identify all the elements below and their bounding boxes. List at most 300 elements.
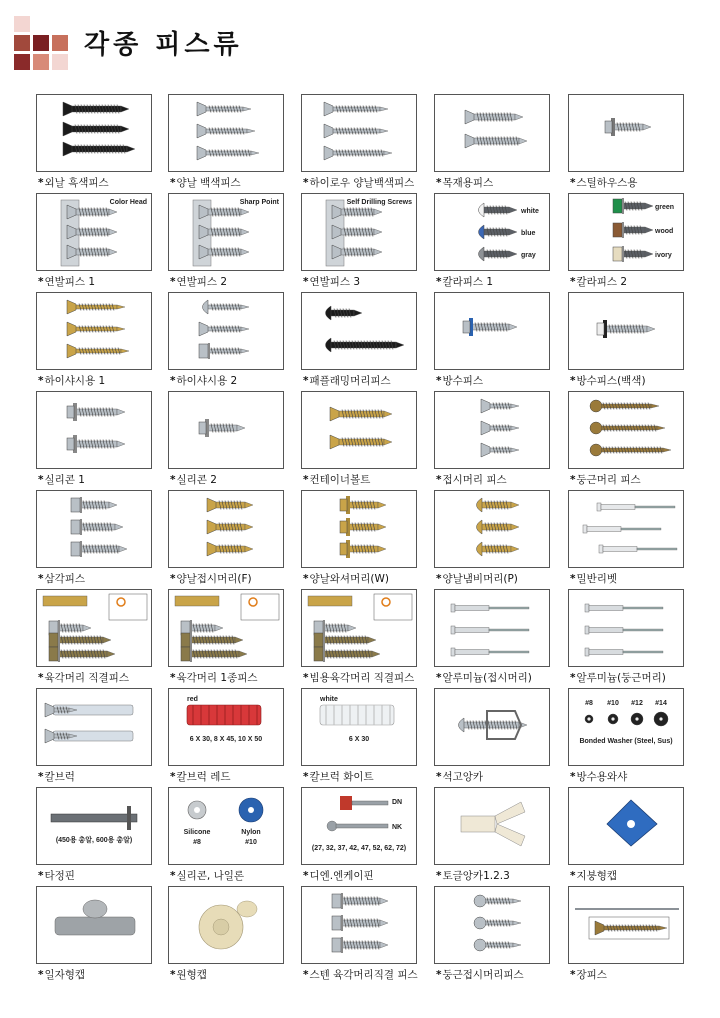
svg-text:Self Drilling Screws: Self Drilling Screws [346, 199, 412, 206]
product-caption [570, 274, 700, 289]
product-card [168, 292, 286, 388]
product-card [168, 490, 286, 586]
svg-text:Nylon: Nylon [241, 829, 261, 836]
waterproof-screw-white-icon [569, 293, 683, 369]
product-card [168, 886, 286, 982]
svg-text:(450용 총알, 600용 총알): (450용 총알, 600용 총알) [55, 837, 133, 844]
product-card [568, 292, 686, 388]
product-name: 칼라피스 1 [442, 276, 494, 288]
asterisk-bullet: * [570, 276, 576, 288]
logo-tile [14, 35, 30, 51]
svg-text:6 X 30: 6 X 30 [348, 736, 370, 743]
product-name: 목재용피스 [442, 177, 494, 189]
asterisk-bullet: * [303, 375, 309, 387]
product-photo [301, 490, 417, 568]
dn-nk-pin-icon [302, 788, 416, 864]
product-caption [570, 868, 700, 883]
product-photo [568, 391, 684, 469]
product-caption [570, 769, 700, 784]
product-caption [38, 868, 168, 883]
product-card [36, 787, 154, 883]
product-card [301, 589, 419, 685]
product-name: 칼라피스 2 [576, 276, 628, 288]
svg-text:DN: DN [392, 799, 403, 806]
svg-text:Bonded Washer (Steel, Sus): Bonded Washer (Steel, Sus) [579, 738, 673, 745]
product-card [36, 94, 154, 190]
container-bolt-icon [302, 392, 416, 468]
product-photo [568, 589, 684, 667]
product-name: 육각머리 직결피스 [44, 672, 129, 684]
product-photo [301, 787, 417, 865]
product-card [36, 490, 154, 586]
product-card [434, 94, 552, 190]
long-screw-icon [569, 887, 683, 963]
svg-text:green: green [655, 204, 675, 211]
product-card [168, 688, 286, 784]
product-card [568, 589, 686, 685]
asterisk-bullet: * [303, 870, 309, 882]
product-caption [170, 274, 300, 289]
product-caption [38, 967, 168, 982]
flat-head-screw-icon [435, 392, 549, 468]
product-card [301, 391, 419, 487]
asterisk-bullet: * [170, 969, 176, 981]
product-name: 육각머리 1종피스 [176, 672, 258, 684]
asterisk-bullet: * [436, 474, 442, 486]
aluminum-rivet-flat-icon [435, 590, 549, 666]
product-caption [436, 175, 566, 190]
svg-text:(27, 32, 37, 42, 47, 52, 62, 7: (27, 32, 37, 42, 47, 52, 62, 72) [311, 845, 407, 852]
svg-text:ivory: ivory [655, 252, 672, 259]
product-photo [301, 589, 417, 667]
solid-rivet-icon [569, 491, 683, 567]
product-caption [38, 571, 168, 586]
svg-text:Color Head: Color Head [109, 199, 147, 206]
svg-text:#14: #14 [655, 700, 667, 707]
product-photo [36, 490, 152, 568]
asterisk-bullet: * [303, 969, 309, 981]
product-card [301, 292, 419, 388]
asterisk-bullet: * [436, 177, 442, 189]
product-photo [301, 94, 417, 172]
product-caption [570, 571, 700, 586]
product-card [568, 94, 686, 190]
asterisk-bullet: * [38, 672, 44, 684]
asterisk-bullet: * [38, 177, 44, 189]
product-card [434, 589, 552, 685]
product-caption [170, 472, 300, 487]
white-twinthread-screw-icon [169, 95, 283, 171]
product-caption [303, 571, 433, 586]
logo-tile [33, 35, 49, 51]
product-name: 스틸하우스용 [576, 177, 638, 189]
product-caption [303, 274, 433, 289]
product-name: 알루미늄(둥근머리) [576, 672, 666, 684]
product-caption [303, 670, 433, 685]
hex-direct-screw-icon [37, 590, 151, 666]
product-caption [38, 670, 168, 685]
product-name: 지붕형캡 [576, 870, 618, 882]
product-photo [568, 490, 684, 568]
stainless-hex-screw-icon [302, 887, 416, 963]
waterproof-screw-icon [435, 293, 549, 369]
svg-text:blue: blue [521, 230, 536, 237]
product-name: 스텐 육각머리직결 피스 [309, 969, 418, 981]
product-photo [36, 94, 152, 172]
product-caption [436, 868, 566, 883]
logo-tile [52, 35, 68, 51]
product-name: 토글앙카1.2.3 [442, 870, 510, 882]
red-plug-icon [169, 689, 283, 765]
product-photo [168, 391, 284, 469]
product-name: 하이샤시용 2 [176, 375, 238, 387]
product-name: 하이샤시용 1 [44, 375, 106, 387]
asterisk-bullet: * [38, 573, 44, 585]
asterisk-bullet: * [436, 375, 442, 387]
product-photo [36, 193, 152, 271]
asterisk-bullet: * [436, 771, 442, 783]
product-photo [434, 94, 550, 172]
product-card [301, 787, 419, 883]
product-name: 원형캡 [176, 969, 207, 981]
sash-screw-zinc-icon [169, 293, 283, 369]
product-caption [170, 373, 300, 388]
product-card [168, 94, 286, 190]
asterisk-bullet: * [38, 276, 44, 288]
product-card [568, 193, 686, 289]
asterisk-bullet: * [38, 375, 44, 387]
product-name: 일자형캡 [44, 969, 86, 981]
svg-text:#8: #8 [585, 700, 593, 707]
product-name: 방수피스(백색) [576, 375, 646, 387]
product-card [568, 490, 686, 586]
product-name: 양날와셔머리(W) [309, 573, 389, 585]
asterisk-bullet: * [570, 969, 576, 981]
white-plug-icon [302, 689, 416, 765]
sash-screw-gold-icon [37, 293, 151, 369]
silicone-nylon-washer-icon [169, 788, 283, 864]
gypsum-anchor-icon [435, 689, 549, 765]
asterisk-bullet: * [436, 969, 442, 981]
product-card [168, 193, 286, 289]
product-card [36, 589, 154, 685]
asterisk-bullet: * [303, 573, 309, 585]
product-caption [570, 670, 700, 685]
asterisk-bullet: * [436, 276, 442, 288]
aluminum-rivet-round-icon [569, 590, 683, 666]
color-screw-icon [435, 194, 549, 270]
black-drywall-screw-icon [37, 95, 151, 171]
asterisk-bullet: * [170, 573, 176, 585]
beam-hex-screw-icon [302, 590, 416, 666]
bonded-washer-icon [569, 689, 683, 765]
asterisk-bullet: * [303, 672, 309, 684]
product-name: 밀반리벳 [576, 573, 618, 585]
product-caption [170, 868, 300, 883]
wing-pan-head-icon [435, 491, 549, 567]
asterisk-bullet: * [38, 474, 44, 486]
product-card [36, 193, 154, 289]
asterisk-bullet: * [38, 771, 44, 783]
product-caption [436, 769, 566, 784]
asterisk-bullet: * [570, 771, 576, 783]
pan-framing-screw-icon [302, 293, 416, 369]
triangle-screw-icon [37, 491, 151, 567]
asterisk-bullet: * [570, 474, 576, 486]
product-photo [568, 787, 684, 865]
asterisk-bullet: * [170, 177, 176, 189]
flat-cap-icon [37, 887, 151, 963]
product-card [434, 886, 552, 982]
product-card [568, 688, 686, 784]
product-card [168, 391, 286, 487]
product-photo [301, 292, 417, 370]
logo-mosaic [14, 16, 68, 70]
product-card [434, 787, 552, 883]
product-card [301, 490, 419, 586]
toggle-anchor-icon [435, 788, 549, 864]
product-photo [434, 886, 550, 964]
product-caption [303, 373, 433, 388]
product-caption [38, 769, 168, 784]
product-card [301, 886, 419, 982]
product-card [36, 886, 154, 982]
product-photo [36, 391, 152, 469]
product-photo [568, 886, 684, 964]
svg-text:gray: gray [521, 252, 536, 259]
product-caption [570, 472, 700, 487]
product-photo [168, 490, 284, 568]
product-name: 연발피스 1 [44, 276, 96, 288]
asterisk-bullet: * [170, 474, 176, 486]
product-name: 하이로우 양날백색피스 [309, 177, 415, 189]
product-name: 패플래밍머리피스 [309, 375, 391, 387]
roof-cap-icon [569, 788, 683, 864]
product-photo [168, 589, 284, 667]
product-photo [434, 787, 550, 865]
silicone-screw-single-icon [169, 392, 283, 468]
asterisk-bullet: * [570, 870, 576, 882]
product-card [434, 193, 552, 289]
svg-text:#10: #10 [607, 700, 619, 707]
logo-tile [14, 54, 30, 70]
product-name: 알루미늄(접시머리) [442, 672, 532, 684]
wall-plug-icon [37, 689, 151, 765]
product-name: 연발피스 2 [176, 276, 228, 288]
product-photo [36, 292, 152, 370]
asterisk-bullet: * [436, 870, 442, 882]
product-name: 삼각피스 [44, 573, 86, 585]
product-caption [38, 472, 168, 487]
asterisk-bullet: * [170, 870, 176, 882]
logo-tile [14, 16, 30, 32]
product-name: 컨테이너볼트 [309, 474, 371, 486]
product-card [434, 490, 552, 586]
product-caption [303, 967, 433, 982]
product-name: 장피스 [576, 969, 607, 981]
asterisk-bullet: * [303, 276, 309, 288]
round-head-screw-icon [569, 392, 683, 468]
product-caption [303, 472, 433, 487]
product-photo [36, 688, 152, 766]
collated-screw-icon [302, 194, 416, 270]
svg-text:red: red [187, 696, 198, 703]
asterisk-bullet: * [303, 474, 309, 486]
product-caption [436, 571, 566, 586]
svg-text:#8: #8 [193, 839, 201, 846]
product-name: 둥근접시머리피스 [442, 969, 524, 981]
product-caption [38, 274, 168, 289]
product-name: 실리콘 2 [176, 474, 217, 486]
product-name: 외날 흑색피스 [44, 177, 109, 189]
product-photo [568, 94, 684, 172]
product-photo [568, 292, 684, 370]
svg-text:Sharp Point: Sharp Point [239, 199, 279, 206]
product-photo [301, 193, 417, 271]
product-photo [568, 688, 684, 766]
svg-text:white: white [320, 696, 338, 703]
product-name: 양날접시머리(F) [176, 573, 252, 585]
product-name: 칼브럭 화이트 [309, 771, 374, 783]
collated-screw-icon [169, 194, 283, 270]
svg-text:#10: #10 [245, 839, 257, 846]
product-caption [170, 769, 300, 784]
color-screw-icon [569, 194, 683, 270]
product-caption [436, 274, 566, 289]
logo-tile [33, 54, 49, 70]
product-name: 칼브럭 [44, 771, 75, 783]
product-caption [38, 373, 168, 388]
product-photo [434, 688, 550, 766]
product-caption [303, 868, 433, 883]
product-photo [36, 787, 152, 865]
product-photo [168, 688, 284, 766]
product-caption [436, 967, 566, 982]
silicone-screw-icon [37, 392, 151, 468]
product-caption [436, 373, 566, 388]
product-caption [436, 670, 566, 685]
product-caption [436, 472, 566, 487]
wing-washer-head-icon [302, 491, 416, 567]
product-card [434, 391, 552, 487]
product-caption [38, 175, 168, 190]
product-card [301, 688, 419, 784]
product-caption [170, 967, 300, 982]
asterisk-bullet: * [436, 573, 442, 585]
round-cap-icon [169, 887, 283, 963]
product-caption [170, 670, 300, 685]
collated-screw-icon [37, 194, 151, 270]
product-card [568, 391, 686, 487]
product-photo [36, 589, 152, 667]
product-card [36, 391, 154, 487]
asterisk-bullet: * [38, 870, 44, 882]
product-name: 양날 백색피스 [176, 177, 241, 189]
product-caption [170, 571, 300, 586]
product-card [301, 193, 419, 289]
wood-screw-icon [435, 95, 549, 171]
product-name: 타정핀 [44, 870, 75, 882]
product-name: 방수피스 [442, 375, 484, 387]
product-card [568, 787, 686, 883]
product-card [36, 292, 154, 388]
product-name: 방수용와샤 [576, 771, 628, 783]
asterisk-bullet: * [570, 375, 576, 387]
product-photo [168, 787, 284, 865]
product-photo [168, 292, 284, 370]
asterisk-bullet: * [303, 771, 309, 783]
asterisk-bullet: * [436, 672, 442, 684]
product-photo [301, 391, 417, 469]
svg-text:Silicone: Silicone [183, 829, 211, 836]
product-card [168, 787, 286, 883]
svg-text:white: white [521, 208, 539, 215]
product-photo [434, 391, 550, 469]
product-photo [168, 886, 284, 964]
product-photo [434, 292, 550, 370]
product-name: 실리콘, 나일론 [176, 870, 245, 882]
product-name: 빔용육각머리 직결피스 [309, 672, 415, 684]
asterisk-bullet: * [570, 672, 576, 684]
asterisk-bullet: * [570, 573, 576, 585]
svg-text:#12: #12 [631, 700, 643, 707]
product-name: 둥근머리 피스 [576, 474, 641, 486]
product-name: 접시머리 피스 [442, 474, 507, 486]
product-caption [170, 175, 300, 190]
product-card [434, 688, 552, 784]
asterisk-bullet: * [570, 177, 576, 189]
logo-tile [52, 54, 68, 70]
product-photo [168, 94, 284, 172]
hilo-screw-icon [302, 95, 416, 171]
product-photo [36, 886, 152, 964]
asterisk-bullet: * [170, 276, 176, 288]
product-card [301, 94, 419, 190]
steel-house-screw-icon [569, 95, 683, 171]
product-name: 실리콘 1 [44, 474, 85, 486]
product-caption [570, 175, 700, 190]
product-card [168, 589, 286, 685]
svg-text:NK: NK [392, 824, 403, 831]
asterisk-bullet: * [170, 771, 176, 783]
product-name: 디엔.엔케이핀 [309, 870, 374, 882]
product-photo [301, 886, 417, 964]
product-photo [434, 193, 550, 271]
product-photo [168, 193, 284, 271]
product-card [36, 688, 154, 784]
svg-text:wood: wood [655, 228, 674, 235]
product-caption [570, 373, 700, 388]
product-caption [303, 175, 433, 190]
asterisk-bullet: * [170, 375, 176, 387]
product-name: 석고앙카 [442, 771, 484, 783]
product-photo [301, 688, 417, 766]
product-caption [303, 769, 433, 784]
product-photo [434, 490, 550, 568]
product-photo [568, 193, 684, 271]
asterisk-bullet: * [38, 969, 44, 981]
product-photo [434, 589, 550, 667]
svg-text:6 X 30, 8 X 45, 10 X 50: 6 X 30, 8 X 45, 10 X 50 [189, 736, 263, 743]
product-card [434, 292, 552, 388]
hex-type1-screw-icon [169, 590, 283, 666]
product-name: 연발피스 3 [309, 276, 361, 288]
product-name: 양날냄비머리(P) [442, 573, 518, 585]
wing-flat-head-icon [169, 491, 283, 567]
page-title: 각종 피스류 [84, 30, 243, 60]
product-card [568, 886, 686, 982]
drive-pin-icon [37, 788, 151, 864]
